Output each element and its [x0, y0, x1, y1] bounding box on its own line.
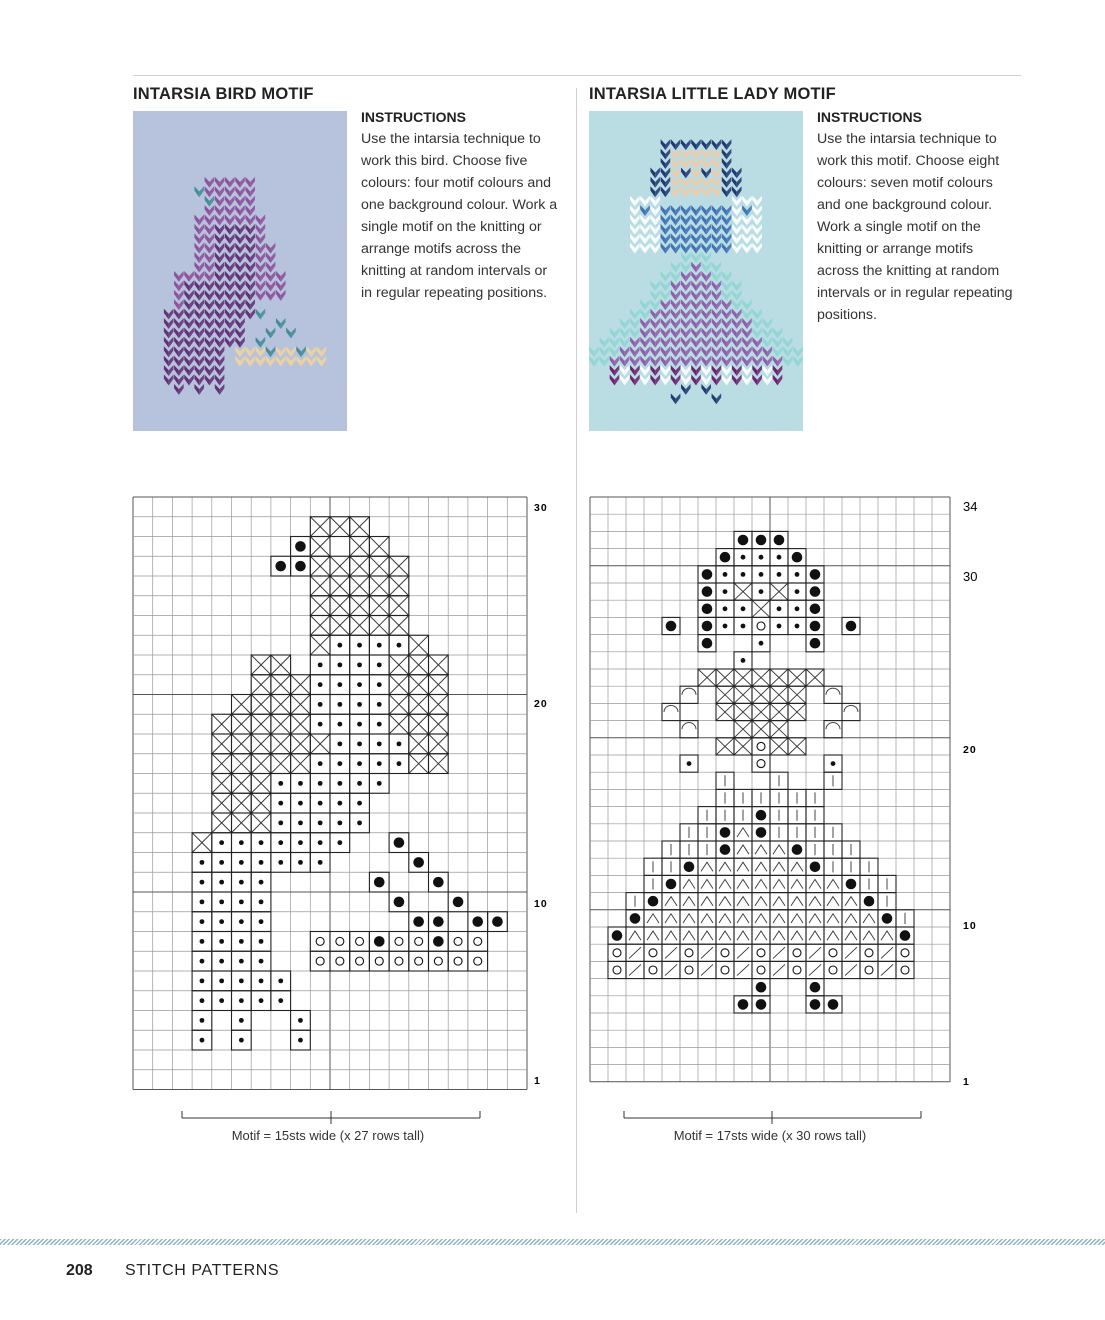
lady-instructions-text: Use the intarsia technique to work this motif. Choose eight colours: seven motif colours and one background colour. Work a single motif on the knitting or arrange motifs across the knitting at random intervals or in regular repeating positions. — [817, 131, 1013, 323]
bird-knit-photo — [133, 111, 347, 431]
footer-band — [0, 1239, 1105, 1245]
bird-instructions-heading: INSTRUCTIONS — [361, 109, 466, 125]
lady-row-label-20: 20 — [963, 744, 977, 756]
bird-row-label-20: 20 — [534, 698, 548, 710]
bird-width-bracket — [182, 1111, 480, 1124]
lady-instructions — [817, 109, 1017, 326]
lady-knit-photo — [589, 111, 803, 431]
bird-row-label-30: 30 — [534, 502, 548, 514]
bird-chart — [133, 497, 563, 1147]
bird-motif-title: INTARSIA BIRD MOTIF — [133, 85, 314, 103]
bird-instructions-text: Use the intarsia technique to work this bird. Choose five colours: four motif colours and one background colour. Work a single motif on the knitting or arrange motifs across the knitting at random intervals or in regular repeating positions. — [361, 131, 558, 301]
lady-caption: Motif = 17sts wide (x 30 rows tall) — [673, 1128, 867, 1143]
lady-motif-title: INTARSIA LITTLE LADY MOTIF — [589, 85, 836, 103]
lady-row-label-1: 1 — [963, 1076, 969, 1088]
bird-instructions — [361, 109, 561, 304]
lady-chart — [590, 497, 1020, 1147]
bird-row-label-1: 1 — [534, 1075, 540, 1087]
lady-row-label-10: 10 — [963, 920, 977, 932]
lady-row-label-34: 34 — [963, 499, 978, 514]
page-number: 208 — [66, 1262, 93, 1279]
lady-row-label-30: 30 — [963, 569, 978, 584]
lady-instructions-heading: INSTRUCTIONS — [817, 109, 922, 125]
section-name: STITCH PATTERNS — [125, 1262, 280, 1279]
bird-row-label-10: 10 — [534, 898, 548, 910]
bird-caption: Motif = 15sts wide (x 27 rows tall) — [231, 1128, 425, 1143]
lady-width-bracket — [624, 1111, 921, 1124]
column-divider — [576, 88, 577, 1213]
top-rule — [133, 75, 1021, 76]
